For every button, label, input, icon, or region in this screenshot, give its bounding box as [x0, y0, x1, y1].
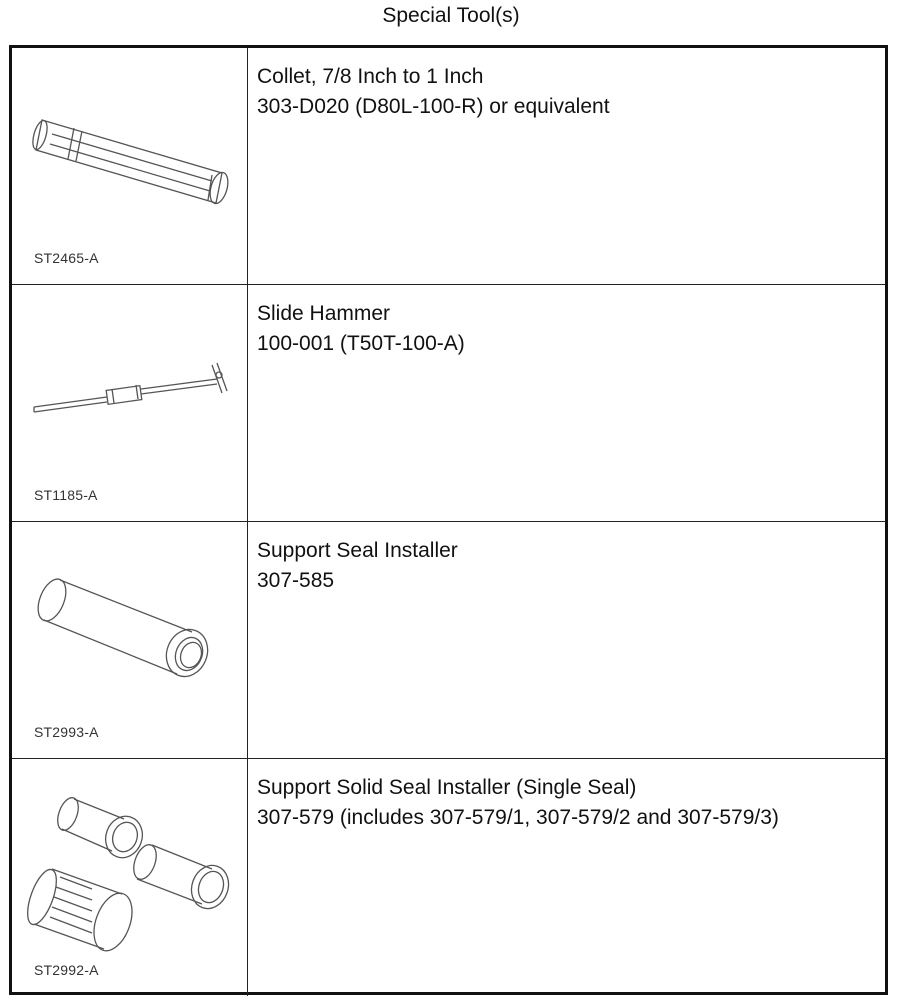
page-title: Special Tool(s): [382, 4, 520, 27]
tool-name: Support Solid Seal Installer (Single Seal): [257, 776, 637, 799]
seal-installer-icon: [12, 522, 248, 758]
tool-number: 100-001 (T50T-100-A): [257, 332, 465, 355]
tool-code: ST1185-A: [34, 487, 98, 503]
tool-illustration-cell: [12, 759, 248, 996]
table-row: [12, 48, 885, 285]
tool-name: Collet, 7/8 Inch to 1 Inch: [257, 65, 484, 88]
tool-number: 303-D020 (D80L-100-R) or equivalent: [257, 95, 610, 118]
tool-code: ST2993-A: [34, 724, 99, 740]
tool-code: ST2465-A: [34, 250, 99, 266]
tool-illustration-cell: [12, 48, 248, 284]
slide-hammer-icon: [12, 285, 248, 521]
tool-number: 307-579 (includes 307-579/1, 307-579/2 and 307-579/3): [257, 806, 779, 829]
tool-description: [257, 299, 465, 359]
tool-number: 307-585: [257, 569, 335, 592]
tool-description: [257, 773, 779, 833]
table-row: [12, 759, 885, 996]
special-tools-table: [9, 45, 888, 995]
solid-seal-installer-icon: [12, 759, 248, 995]
tool-description: [257, 62, 610, 122]
tool-illustration-cell: [12, 522, 248, 758]
table-row: [12, 285, 885, 522]
tool-illustration-cell: [12, 285, 248, 521]
tool-name: Slide Hammer: [257, 302, 391, 325]
tool-name: Support Seal Installer: [257, 539, 458, 562]
table-row: [12, 522, 885, 759]
tool-code: ST2992-A: [34, 962, 99, 978]
collet-tool-icon: [12, 48, 248, 284]
tool-description: [257, 536, 458, 596]
